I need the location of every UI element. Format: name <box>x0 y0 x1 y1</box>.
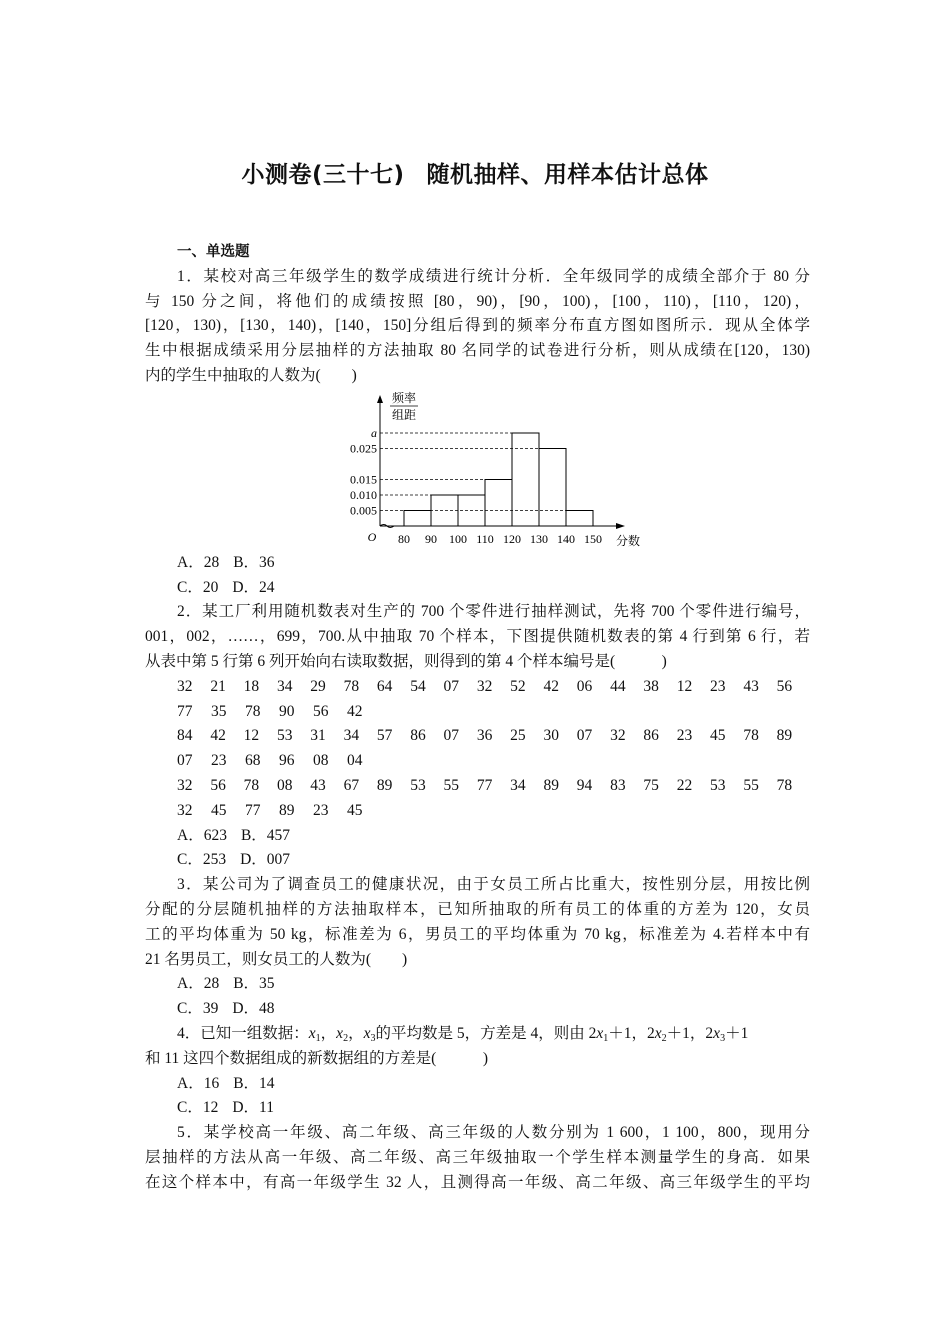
random-table-cell: 56 <box>313 702 329 720</box>
random-table-cell: 75 <box>643 776 659 794</box>
random-table-cell: 67 <box>343 776 360 794</box>
random-number-table <box>145 675 810 824</box>
random-table-cell: 23 <box>313 801 329 819</box>
x-tick-label: 90 <box>425 531 437 546</box>
q1-line: 1．某校对高三年级学生的数学成绩进行统计分析．全年级同学的成绩全部介于 80 分 <box>177 267 810 285</box>
option-d: D．48 <box>232 1000 275 1018</box>
q5-line: 层抽样的方法从高一年级、高二年级、高三年级抽取一个学生样本测量学生的身高．如果 <box>145 1148 810 1166</box>
random-table-cell: 07 <box>443 677 459 695</box>
x-tick-label: 100 <box>449 531 467 546</box>
random-table-cell: 90 <box>279 702 295 720</box>
q4-line: 和 11 这四个数据组成的新数据组的方差是( ) <box>145 1049 488 1067</box>
random-table-cell: 78 <box>776 776 793 794</box>
random-table-cell: 96 <box>279 752 295 770</box>
random-table-cell: 23 <box>211 752 227 770</box>
option-c: C．12 <box>177 1099 219 1117</box>
random-table-cell: 23 <box>676 727 693 745</box>
random-table-cell: 36 <box>476 727 493 745</box>
histogram-bar <box>566 510 593 526</box>
random-table-cell: 86 <box>643 727 659 745</box>
random-table-cell: 32 <box>177 801 193 819</box>
origin-label: O <box>367 529 377 544</box>
random-table-cell: 31 <box>310 727 326 745</box>
q1-line: [120，130)，[130，140)，[140，150]分组后得到的频率分布直方图如图所示．现从全体学 <box>145 317 810 335</box>
q1-line: 生中根据成绩采用分层抽样的方法抽取 80 名同学的试卷进行分析，则从成绩在[120，130) <box>145 342 810 360</box>
q4-line: 4．已知一组数据：$x_1$，$x_2$，$x_3$的平均数是 5，方差是 4，则由 $2x_1+1$，$2x_2+1$，$2x_3+1$ <box>177 1024 749 1044</box>
random-table-cell: 52 <box>510 677 526 695</box>
random-table-row <box>145 749 810 774</box>
random-table-cell: 34 <box>276 677 293 695</box>
random-table-cell: 77 <box>177 702 193 720</box>
question-3 <box>145 873 810 1022</box>
y-tick-label: 0.015 <box>350 472 377 487</box>
worksheet-body <box>145 240 810 1196</box>
option-b: B．14 <box>233 1074 275 1092</box>
question-2 <box>145 600 810 873</box>
random-table-cell: 34 <box>510 776 526 794</box>
random-table-cell: 35 <box>211 702 227 720</box>
random-table-cell: 78 <box>343 677 360 695</box>
random-table-cell: 64 <box>376 677 393 695</box>
q5-line: 在这个样本中，有高一年级学生 32 人，且测得高一年级、高二年级、高三年级学生的平均 <box>145 1173 810 1191</box>
random-table-cell: 18 <box>243 677 260 695</box>
title-main: 小测卷(三十七) <box>241 162 405 188</box>
x-tick-label: 80 <box>398 531 410 546</box>
random-table-cell: 84 <box>177 727 193 745</box>
option-b: B．35 <box>233 975 275 993</box>
random-table-cell: 30 <box>543 727 559 745</box>
random-table-cell: 23 <box>710 677 726 695</box>
random-table-cell: 45 <box>211 801 227 819</box>
option-a: A．28 <box>177 553 220 571</box>
random-table-cell: 78 <box>743 727 759 745</box>
q3-line: 工的平均体重为 50 kg，标准差为 6，男员工的平均体重为 70 kg，标准差为 4.若样本中有 <box>145 925 810 943</box>
random-table-cell: 53 <box>276 727 293 745</box>
q3-line: 21 名男员工，则女员工的人数为( ) <box>145 950 408 968</box>
random-table-cell: 25 <box>510 727 526 745</box>
x-tick-label: 130 <box>530 531 548 546</box>
title-sub: 随机抽样、用样本估计总体 <box>426 162 709 188</box>
option-c: C．20 <box>177 578 219 596</box>
random-table-cell: 42 <box>543 677 559 695</box>
random-table-cell: 53 <box>410 776 426 794</box>
random-table-cell: 04 <box>347 752 363 770</box>
question-5 <box>145 1121 810 1195</box>
random-table-cell: 78 <box>243 776 260 794</box>
random-table-cell: 55 <box>743 776 759 794</box>
random-table-cell: 55 <box>443 776 459 794</box>
q1-line: 与 150 分之间，将他们的成绩按照 [80，90)，[90，100)，[100，110)，[110，120)， <box>145 292 810 310</box>
random-table-cell: 12 <box>676 677 693 695</box>
random-table-row <box>145 675 810 700</box>
option-d: D．007 <box>240 851 291 869</box>
random-table-cell: 83 <box>610 776 626 794</box>
y-label-top: 频率 <box>391 390 417 405</box>
option-d: D．24 <box>232 578 275 596</box>
x-tick-label: 150 <box>584 531 602 546</box>
q1-options-row <box>145 576 810 601</box>
histogram-bar <box>539 448 566 526</box>
option-b: B．457 <box>240 826 291 844</box>
x-axis-arrow-icon <box>616 523 625 529</box>
random-table-cell: 12 <box>243 727 260 745</box>
q3-options-row <box>145 972 810 997</box>
option-b: B．36 <box>233 553 275 571</box>
histogram-bar <box>485 479 512 526</box>
random-table-cell: 07 <box>177 752 193 770</box>
option-c: C．39 <box>177 1000 219 1018</box>
x-tick-label: 120 <box>503 531 521 546</box>
q2-options-row <box>145 824 810 849</box>
random-table-cell: 07 <box>576 727 593 745</box>
q5-line: 5．某学校高一年级、高二年级、高三年级的人数分别为 1 600，1 100，800，现用分 <box>177 1124 810 1142</box>
question-4 <box>145 1022 810 1121</box>
option-a: A．623 <box>177 826 227 844</box>
random-table-cell: 34 <box>343 727 360 745</box>
q4-options-row <box>145 1072 810 1097</box>
q1-options-row <box>145 551 810 576</box>
y-tick-label: a <box>371 425 377 440</box>
random-table-row <box>145 799 810 824</box>
random-table-cell: 42 <box>210 727 226 745</box>
random-table-cell: 94 <box>576 776 593 794</box>
random-table-cell: 56 <box>210 776 226 794</box>
random-table-cell: 56 <box>776 677 793 695</box>
frequency-histogram <box>332 389 652 551</box>
random-table-cell: 22 <box>676 776 693 794</box>
q2-options-row <box>145 848 810 873</box>
y-tick-label: 0.010 <box>350 487 377 502</box>
random-table-cell: 77 <box>476 776 493 794</box>
random-table-cell: 32 <box>476 677 493 695</box>
section-heading: 一、单选题 <box>177 244 250 260</box>
random-table-cell: 57 <box>376 727 393 745</box>
random-table-cell: 29 <box>310 677 326 695</box>
random-table-cell: 21 <box>210 677 226 695</box>
question-1 <box>145 265 810 601</box>
random-table-cell: 89 <box>543 776 559 794</box>
random-table-cell: 08 <box>276 776 293 794</box>
random-table-cell: 86 <box>410 727 426 745</box>
random-table-cell: 89 <box>376 776 393 794</box>
random-table-cell: 54 <box>410 677 426 695</box>
random-table-cell: 32 <box>610 727 626 745</box>
random-table-cell: 38 <box>643 677 659 695</box>
random-table-cell: 06 <box>576 677 593 695</box>
q3-line: 3．某公司为了调查员工的健康状况，由于女员工所占比重大，按性别分层，用按比例 <box>177 876 810 894</box>
option-a: A．28 <box>177 975 220 993</box>
random-table-cell: 08 <box>313 752 329 770</box>
random-table-row <box>145 724 810 749</box>
random-table-cell: 42 <box>347 702 363 720</box>
random-table-cell: 43 <box>743 677 759 695</box>
q1-line: 内的学生中抽取的人数为( ) <box>145 366 357 384</box>
y-label-bottom: 组距 <box>391 407 417 422</box>
q4-options-row <box>145 1096 810 1121</box>
random-table-cell: 77 <box>245 801 261 819</box>
x-axis-label: 分数 <box>615 533 641 548</box>
random-table-cell: 45 <box>347 801 363 819</box>
random-table-row <box>145 774 810 799</box>
random-table-cell: 07 <box>443 727 459 745</box>
random-table-cell: 43 <box>310 776 326 794</box>
q3-options-row <box>145 997 810 1022</box>
x-tick-label: 140 <box>557 531 575 546</box>
random-table-cell: 32 <box>177 677 193 695</box>
random-table-cell: 68 <box>245 752 261 770</box>
histogram-bar <box>404 510 431 526</box>
q3-line: 分配的分层随机抽样的方法抽取样本，已知所抽取的所有员工的体重的方差为 120，女员 <box>145 900 810 918</box>
q2-line: 001，002，……，699，700.从中抽取 70 个样本，下图提供随机数表的第 4 行到第 6 行，若 <box>145 628 810 646</box>
random-table-cell: 89 <box>279 801 295 819</box>
option-c: C．253 <box>177 851 227 869</box>
random-table-cell: 45 <box>710 727 726 745</box>
page-title <box>0 156 950 189</box>
random-table-cell: 44 <box>610 677 626 695</box>
q2-line: 从表中第 5 行第 6 列开始向右读取数据，则得到的第 4 个样本编号是( ) <box>145 652 667 670</box>
y-tick-label: 0.025 <box>350 441 377 456</box>
histogram-figure <box>145 389 810 551</box>
option-a: A．16 <box>177 1074 220 1092</box>
random-table-row <box>145 700 810 725</box>
random-table-cell: 53 <box>710 776 726 794</box>
histogram-bar <box>512 433 539 526</box>
y-tick-label: 0.005 <box>350 503 377 518</box>
x-tick-label: 110 <box>476 531 494 546</box>
y-axis-arrow-icon <box>377 395 383 403</box>
random-table-cell: 78 <box>245 702 261 720</box>
random-table-cell: 89 <box>776 727 793 745</box>
random-table-cell: 32 <box>177 776 193 794</box>
option-d: D．11 <box>232 1099 274 1117</box>
q2-line: 2．某工厂利用随机数表对生产的 700 个零件进行抽样测试，先将 700 个零件进行编号， <box>177 603 810 621</box>
